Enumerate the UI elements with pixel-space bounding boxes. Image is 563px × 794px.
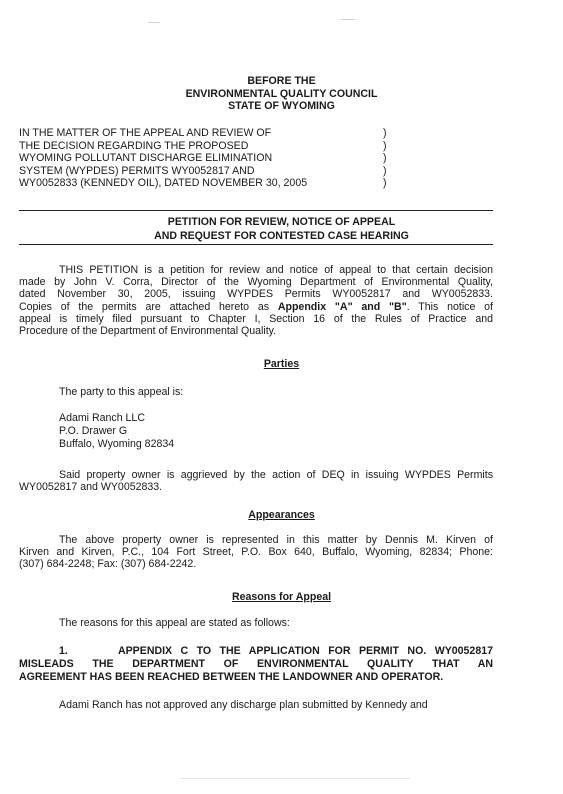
court-header [0,75,563,113]
divider-rule [19,244,493,245]
title-line-1: PETITION FOR REVIEW, NOTICE OF APPEAL [167,216,396,228]
header-line-2: ENVIRONMENTAL QUALITY COUNCIL [185,87,378,100]
caption-row [19,152,499,165]
statement-line: WY0052817 and WY0052833. [19,481,163,494]
reason-item-1 [19,645,493,684]
appearances-line: Kirven and Kirven, P.C., 104 Fort Street, P.O. Box 640, Buffalo, Wyoming, 82834; Phone: [19,546,493,559]
reasons-intro: The reasons for this appeal are stated as follows: [59,617,290,629]
parties-heading: Parties [263,358,300,370]
address-line: P.O. Drawer G [59,425,128,437]
caption-paren: ) [383,152,387,164]
caption-text: WY0052833 (KENNEDY OIL), DATED NOVEMBER 30, 2005 [19,177,308,189]
reason-line: MISLEADS THE DEPARTMENT OF ENVIRONMENTAL QUALITY THAT AN [19,658,493,670]
appearances-heading: Appearances [248,509,315,521]
caption-text: WYOMING POLLUTANT DISCHARGE ELIMINATION [19,152,273,164]
caption-paren: ) [383,164,387,177]
reason-line: AGREEMENT HAS BEEN REACHED BETWEEN THE LANDOWNER AND OPERATOR. [19,671,444,683]
divider-rule [19,210,493,211]
appearances-line: The above property owner is represented in this matter by Dennis M. Kirven of [59,534,493,546]
scan-mark [341,19,355,20]
address-line: Adami Ranch LLC [59,412,145,424]
address-line: Buffalo, Wyoming 82834 [59,438,175,450]
party-address [59,412,174,451]
intro-line [19,301,493,313]
caption-text: SYSTEM (WYPDES) PERMITS WY0052817 AND [19,164,255,177]
reason-line: 1. APPENDIX C TO THE APPLICATION FOR PERMIT NO. WY0052817 [59,645,493,657]
statement-line: Said property owner is aggrieved by the action of DEQ in issuing WYPDES Permits [59,469,493,481]
scan-mark [148,22,160,23]
caption-paren: ) [383,127,387,139]
header-line-1: BEFORE THE [247,75,316,87]
intro-line: appeal is timely filed pursuant to Chapter I, Section 16 of the Rules of Practice and [19,312,493,325]
parties-intro: The party to this appeal is: [59,386,184,398]
intro-line: made by John V. Corra, Director of the Wyoming Department of Environmental Quality, [19,276,493,289]
appendix-reference: Appendix "A" and "B" [277,300,407,313]
appearances-paragraph [19,534,493,571]
intro-paragraph [19,264,493,337]
caption-row [19,140,499,153]
intro-line: Procedure of the Department of Environmental Quality. [19,325,277,338]
intro-line: dated November 30, 2005, issuing WYPDES Permits WY0052817 and WY0052833. [19,288,493,301]
caption-text: IN THE MATTER OF THE APPEAL AND REVIEW OF [19,127,272,139]
appearances-line: (307) 684-2248; Fax: (307) 684-2242. [19,558,197,571]
caption-paren: ) [383,139,387,152]
reason-closing: Adami Ranch has not approved any discharge plan submitted by Kennedy and [59,699,428,711]
caption-paren: ) [383,177,387,189]
caption-row [19,165,499,178]
caption-row [19,127,499,140]
title-line-2: AND REQUEST FOR CONTESTED CASE HEARING [154,230,409,242]
header-line-3: STATE OF WYOMING [228,100,335,112]
intro-text: . This notice of [406,300,493,313]
caption-text: THE DECISION REGARDING THE PROPOSED [19,139,249,152]
caption-row [19,177,499,190]
case-caption [19,127,499,190]
reasons-heading: Reasons for Appeal [231,591,332,603]
intro-text: Copies of the permits are attached hereto as [19,300,278,313]
parties-statement [19,469,493,493]
intro-line: THIS PETITION is a petition for review and notice of appeal to that certain decision [59,264,493,276]
scan-mark [180,778,410,779]
petition-title [0,215,563,243]
